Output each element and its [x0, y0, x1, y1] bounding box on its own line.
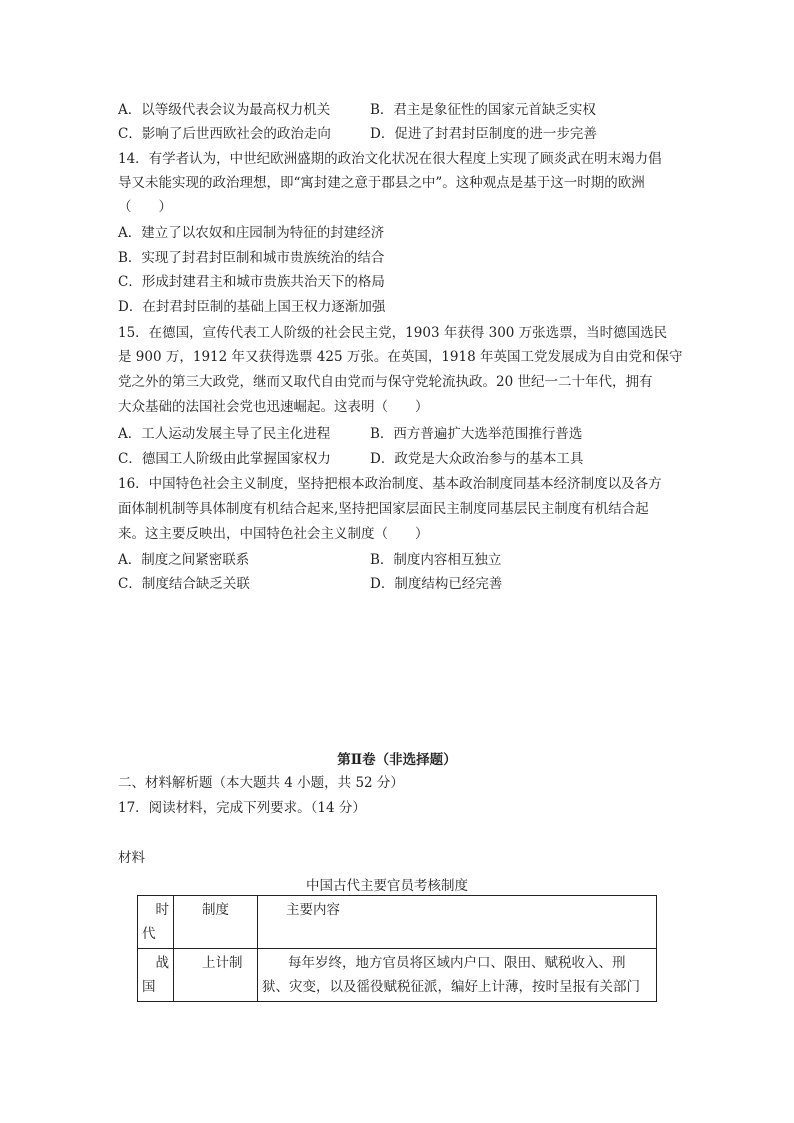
q13-option-b: B．君主是象征性的国家元首缺乏实权 — [370, 102, 596, 118]
section-title: 第Ⅱ卷（非选择题） — [337, 752, 457, 768]
row-system-cell: 上计制 — [174, 949, 258, 1002]
q15-option-c: C．德国工人阶级由此掌握国家权力 — [118, 451, 331, 467]
q16-stem-line2: 面体制机制等具体制度有机结合起来,坚持把国家层面民主制度同基层民主制度有机结合起 — [118, 501, 649, 517]
material-label: 材料 — [118, 850, 145, 866]
assessment-system-table — [137, 895, 657, 1002]
header-system-cell: 制度 — [174, 896, 258, 949]
q16-stem-line1: 16．中国特色社会主义制度，坚持把根本政治制度、基本政治制度同基本经济制度以及各方 — [118, 476, 662, 492]
q16-option-a: A．制度之间紧密联系 — [118, 552, 250, 568]
q15-stem-line2: 是 900 万，1912 年又获得选票 425 万张。在英国，1918 年英国工党发展成为自由党和保守 — [118, 349, 683, 365]
q15-stem-line1: 15．在德国，宣传代表工人阶级的社会民主党，1903 年获得 300 万张选票，当时德国选民 — [118, 325, 668, 341]
q15-option-d: D．政党是大众政治参与的基本工具 — [370, 451, 584, 467]
q16-option-d: D．制度结构已经完善 — [370, 576, 503, 592]
q14-stem-line1: 14．有学者认为，中世纪欧洲盛期的政治文化状况在很大程度上实现了顾炎武在明末竭力倡 — [118, 151, 662, 167]
row-era-cell — [138, 949, 174, 1002]
q13-option-a: A．以等级代表会议为最高权力机关 — [118, 102, 331, 118]
header-era-char2: 代 — [142, 926, 156, 942]
q13-option-d: D．促进了封君封臣制度的进一步完善 — [370, 126, 597, 142]
q17-stem: 17．阅读材料，完成下列要求。（14 分） — [118, 800, 366, 816]
q15-option-a: A．工人运动发展主导了民主化进程 — [118, 426, 331, 442]
q16-stem-line3: 来。这主要反映出，中国特色社会主义制度（ ） — [118, 526, 429, 542]
q15-stem-line3: 党之外的第三大政党，继而又取代自由党而与保守党轮流执政。20 世纪一二十年代，拥有 — [118, 374, 653, 390]
q13-option-c: C．影响了后世西欧社会的政治走向 — [118, 126, 331, 142]
q15-option-b: B．西方普遍扩大选举范围推行普选 — [370, 426, 583, 442]
q14-option-c: C．形成封建君主和城市贵族共治天下的格局 — [118, 274, 385, 290]
header-era-cell — [138, 896, 174, 949]
q14-option-a: A．建立了以农奴和庄园制为特征的封建经济 — [118, 225, 385, 241]
row-era-char2: 国 — [142, 979, 156, 995]
q14-option-d: D．在封君封臣制的基础上国王权力逐渐加强 — [118, 299, 386, 315]
q14-answer-blank: （ ） — [118, 199, 172, 215]
section-heading: 二、材料解析题（本大题共 4 小题，共 52 分） — [118, 775, 404, 791]
table-header-row — [138, 896, 657, 949]
table-title: 中国古代主要官员考核制度 — [306, 878, 468, 894]
q15-stem-line4: 大众基础的法国社会党也迅速崛起。这表明（ ） — [118, 399, 429, 415]
header-content-cell: 主要内容 — [258, 896, 657, 949]
row-era-char1: 战 — [155, 955, 169, 971]
q14-option-b: B．实现了封君封臣制和城市贵族统治的结合 — [118, 250, 385, 266]
header-era-char1: 时 — [155, 902, 169, 918]
row-content-cell: 每年岁终，地方官员将区域内户口、限田、赋税收入、刑狱、灾变，以及徭役赋税征派，编好上计薄，按时呈报有关部门 — [258, 949, 657, 1002]
q16-option-c: C．制度结合缺乏关联 — [118, 576, 250, 592]
table-row — [138, 949, 657, 1002]
q16-option-b: B．制度内容相互独立 — [370, 552, 502, 568]
q14-stem-line2: 导又未能实现的政治理想，即“寓封建之意于郡县之中”。这种观点是基于这一时期的欧洲 — [118, 175, 645, 191]
